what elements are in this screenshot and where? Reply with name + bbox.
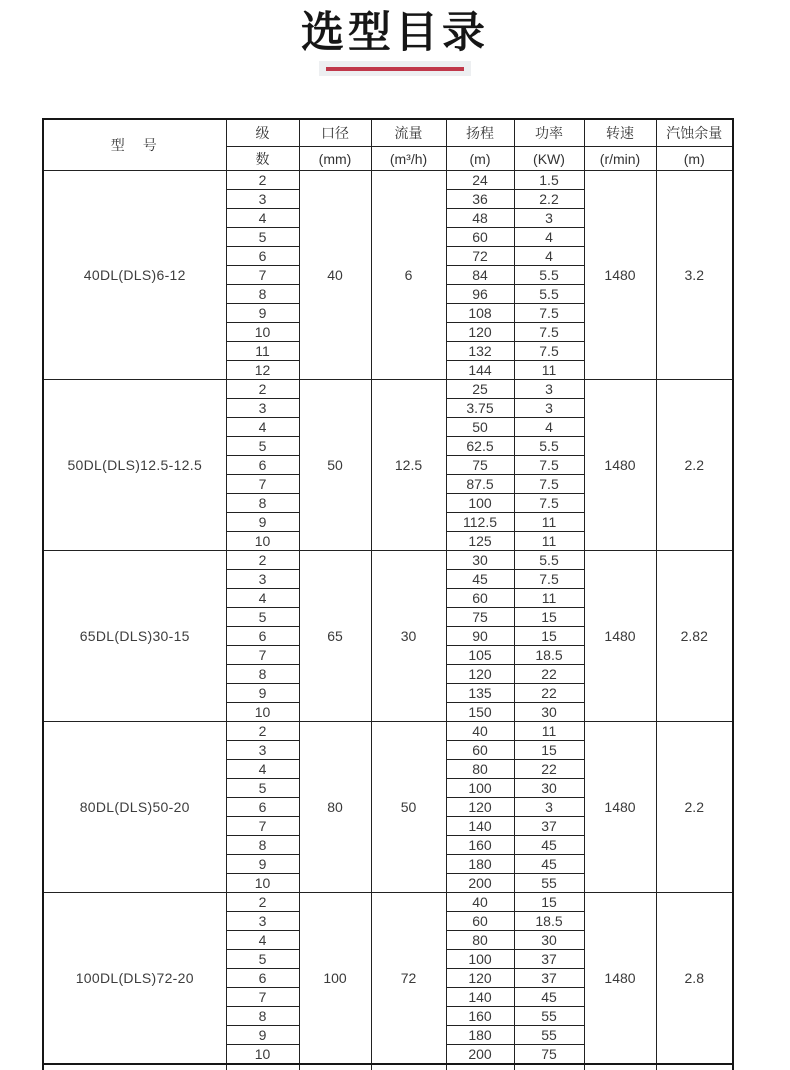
power-cell: 7.5 <box>514 475 584 494</box>
power-cell: 3 <box>514 209 584 228</box>
head-cell: 30 <box>446 551 514 570</box>
stage-cell <box>226 1064 299 1070</box>
speed-cell: 1480 <box>584 893 656 1065</box>
head-cell: 40 <box>446 893 514 912</box>
head-cell: 160 <box>446 836 514 855</box>
head-cell: 90 <box>446 627 514 646</box>
power-cell: 11 <box>514 361 584 380</box>
head-cell: 120 <box>446 969 514 988</box>
header-head-unit: (m) <box>446 147 514 171</box>
head-cell: 125 <box>446 532 514 551</box>
diameter-cell <box>299 1064 371 1070</box>
stage-cell: 3 <box>226 741 299 760</box>
head-cell: 132 <box>446 342 514 361</box>
stage-cell: 11 <box>226 342 299 361</box>
table-container <box>42 118 736 1070</box>
model-cell <box>43 1064 226 1070</box>
head-cell: 72 <box>446 247 514 266</box>
power-cell: 11 <box>514 722 584 741</box>
head-cell: 3.75 <box>446 399 514 418</box>
power-cell: 55 <box>514 874 584 893</box>
speed-cell: 1480 <box>584 171 656 380</box>
head-cell: 25 <box>446 380 514 399</box>
head-cell: 24 <box>446 171 514 190</box>
stage-cell: 9 <box>226 1026 299 1045</box>
power-cell: 22 <box>514 684 584 703</box>
flow-cell: 30 <box>371 551 446 722</box>
head-cell: 45 <box>446 570 514 589</box>
header-stages-top: 级 <box>226 119 299 147</box>
stage-cell: 7 <box>226 646 299 665</box>
head-cell: 120 <box>446 665 514 684</box>
head-cell: 112.5 <box>446 513 514 532</box>
head-cell: 180 <box>446 1026 514 1045</box>
header-stages-bottom: 数 <box>226 147 299 171</box>
head-cell: 200 <box>446 1045 514 1065</box>
stage-cell: 8 <box>226 494 299 513</box>
stage-cell: 4 <box>226 931 299 950</box>
flow-cell <box>371 1064 446 1070</box>
head-cell <box>446 1064 514 1070</box>
stage-cell: 4 <box>226 589 299 608</box>
stage-cell: 3 <box>226 190 299 209</box>
speed-cell: 1480 <box>584 722 656 893</box>
power-cell: 15 <box>514 608 584 627</box>
header-npsh: 汽蚀余量 <box>656 119 733 147</box>
stage-cell: 6 <box>226 247 299 266</box>
title-underline-band <box>319 61 471 76</box>
power-cell: 4 <box>514 247 584 266</box>
power-cell: 22 <box>514 760 584 779</box>
stage-cell: 5 <box>226 608 299 627</box>
flow-cell: 12.5 <box>371 380 446 551</box>
stage-cell: 7 <box>226 475 299 494</box>
head-cell: 160 <box>446 1007 514 1026</box>
stage-cell: 8 <box>226 1007 299 1026</box>
model-cell: 80DL(DLS)50-20 <box>43 722 226 893</box>
stage-cell: 10 <box>226 703 299 722</box>
npsh-cell: 2.2 <box>656 380 733 551</box>
header-npsh-unit: (m) <box>656 147 733 171</box>
stage-cell: 5 <box>226 437 299 456</box>
stage-cell: 5 <box>226 228 299 247</box>
head-cell: 180 <box>446 855 514 874</box>
power-cell: 22 <box>514 665 584 684</box>
head-cell: 150 <box>446 703 514 722</box>
stage-cell: 4 <box>226 760 299 779</box>
power-cell: 15 <box>514 741 584 760</box>
head-cell: 96 <box>446 285 514 304</box>
npsh-cell <box>656 1064 733 1070</box>
power-cell: 7.5 <box>514 342 584 361</box>
table-header <box>43 119 733 171</box>
table-row <box>43 551 733 570</box>
power-cell: 7.5 <box>514 323 584 342</box>
header-diameter-unit: (mm) <box>299 147 371 171</box>
stage-cell: 8 <box>226 665 299 684</box>
head-cell: 62.5 <box>446 437 514 456</box>
npsh-cell: 2.2 <box>656 722 733 893</box>
power-cell <box>514 1064 584 1070</box>
power-cell: 3 <box>514 798 584 817</box>
power-cell: 4 <box>514 418 584 437</box>
header-model: 型 号 <box>43 119 226 171</box>
stage-cell: 10 <box>226 532 299 551</box>
power-cell: 4 <box>514 228 584 247</box>
stage-cell: 2 <box>226 893 299 912</box>
stage-cell: 2 <box>226 722 299 741</box>
speed-cell <box>584 1064 656 1070</box>
head-cell: 80 <box>446 931 514 950</box>
stage-cell: 6 <box>226 627 299 646</box>
diameter-cell: 80 <box>299 722 371 893</box>
power-cell: 45 <box>514 855 584 874</box>
head-cell: 108 <box>446 304 514 323</box>
stage-cell: 10 <box>226 874 299 893</box>
power-cell: 75 <box>514 1045 584 1065</box>
table-row <box>43 722 733 741</box>
flow-cell: 50 <box>371 722 446 893</box>
stage-cell: 9 <box>226 513 299 532</box>
head-cell: 60 <box>446 589 514 608</box>
stage-cell: 2 <box>226 380 299 399</box>
diameter-cell: 50 <box>299 380 371 551</box>
head-cell: 100 <box>446 494 514 513</box>
diameter-cell: 100 <box>299 893 371 1065</box>
power-cell: 7.5 <box>514 304 584 323</box>
head-cell: 60 <box>446 912 514 931</box>
next-group-partial-row <box>43 1064 733 1070</box>
model-cell: 100DL(DLS)72-20 <box>43 893 226 1065</box>
header-row-top <box>43 119 733 147</box>
table-row <box>43 171 733 190</box>
speed-cell: 1480 <box>584 551 656 722</box>
head-cell: 80 <box>446 760 514 779</box>
stage-cell: 8 <box>226 836 299 855</box>
npsh-cell: 2.82 <box>656 551 733 722</box>
stage-cell: 3 <box>226 399 299 418</box>
power-cell: 30 <box>514 931 584 950</box>
page-header <box>0 0 790 76</box>
power-cell: 37 <box>514 950 584 969</box>
head-cell: 87.5 <box>446 475 514 494</box>
stage-cell: 9 <box>226 855 299 874</box>
power-cell: 7.5 <box>514 570 584 589</box>
head-cell: 50 <box>446 418 514 437</box>
npsh-cell: 3.2 <box>656 171 733 380</box>
stage-cell: 9 <box>226 304 299 323</box>
stage-cell: 7 <box>226 817 299 836</box>
pump-selection-table <box>42 118 734 1070</box>
header-speed-unit: (r/min) <box>584 147 656 171</box>
head-cell: 105 <box>446 646 514 665</box>
power-cell: 30 <box>514 779 584 798</box>
stage-cell: 12 <box>226 361 299 380</box>
stage-cell: 4 <box>226 209 299 228</box>
power-cell: 15 <box>514 627 584 646</box>
stage-cell: 6 <box>226 969 299 988</box>
page-title: 选型目录 <box>301 9 489 57</box>
head-cell: 60 <box>446 228 514 247</box>
flow-cell: 72 <box>371 893 446 1065</box>
header-power-unit: (KW) <box>514 147 584 171</box>
head-cell: 48 <box>446 209 514 228</box>
stage-cell: 7 <box>226 988 299 1007</box>
head-cell: 36 <box>446 190 514 209</box>
power-cell: 3 <box>514 399 584 418</box>
power-cell: 11 <box>514 589 584 608</box>
head-cell: 120 <box>446 798 514 817</box>
power-cell: 45 <box>514 836 584 855</box>
power-cell: 7.5 <box>514 494 584 513</box>
head-cell: 75 <box>446 456 514 475</box>
speed-cell: 1480 <box>584 380 656 551</box>
stage-cell: 2 <box>226 171 299 190</box>
stage-cell: 10 <box>226 1045 299 1065</box>
power-cell: 5.5 <box>514 266 584 285</box>
power-cell: 1.5 <box>514 171 584 190</box>
header-speed: 转速 <box>584 119 656 147</box>
power-cell: 2.2 <box>514 190 584 209</box>
header-diameter: 口径 <box>299 119 371 147</box>
stage-cell: 4 <box>226 418 299 437</box>
power-cell: 5.5 <box>514 285 584 304</box>
header-head: 扬程 <box>446 119 514 147</box>
power-cell: 37 <box>514 817 584 836</box>
head-cell: 140 <box>446 817 514 836</box>
stage-cell: 6 <box>226 798 299 817</box>
power-cell: 11 <box>514 513 584 532</box>
head-cell: 84 <box>446 266 514 285</box>
title-underline <box>326 67 464 71</box>
head-cell: 100 <box>446 950 514 969</box>
model-cell: 65DL(DLS)30-15 <box>43 551 226 722</box>
power-cell: 18.5 <box>514 912 584 931</box>
stage-cell: 10 <box>226 323 299 342</box>
power-cell: 15 <box>514 893 584 912</box>
head-cell: 200 <box>446 874 514 893</box>
power-cell: 55 <box>514 1007 584 1026</box>
diameter-cell: 40 <box>299 171 371 380</box>
power-cell: 45 <box>514 988 584 1007</box>
stage-cell: 7 <box>226 266 299 285</box>
head-cell: 40 <box>446 722 514 741</box>
head-cell: 100 <box>446 779 514 798</box>
flow-cell: 6 <box>371 171 446 380</box>
stage-cell: 5 <box>226 779 299 798</box>
model-cell: 50DL(DLS)12.5-12.5 <box>43 380 226 551</box>
stage-cell: 3 <box>226 912 299 931</box>
table-row <box>43 380 733 399</box>
table-row <box>43 893 733 912</box>
head-cell: 144 <box>446 361 514 380</box>
head-cell: 120 <box>446 323 514 342</box>
head-cell: 135 <box>446 684 514 703</box>
power-cell: 37 <box>514 969 584 988</box>
stage-cell: 5 <box>226 950 299 969</box>
power-cell: 3 <box>514 380 584 399</box>
header-power: 功率 <box>514 119 584 147</box>
diameter-cell: 65 <box>299 551 371 722</box>
npsh-cell: 2.8 <box>656 893 733 1065</box>
head-cell: 140 <box>446 988 514 1007</box>
stage-cell: 8 <box>226 285 299 304</box>
power-cell: 5.5 <box>514 437 584 456</box>
power-cell: 18.5 <box>514 646 584 665</box>
stage-cell: 9 <box>226 684 299 703</box>
stage-cell: 6 <box>226 456 299 475</box>
header-flow: 流量 <box>371 119 446 147</box>
head-cell: 75 <box>446 608 514 627</box>
power-cell: 11 <box>514 532 584 551</box>
model-cell: 40DL(DLS)6-12 <box>43 171 226 380</box>
head-cell: 60 <box>446 741 514 760</box>
stage-cell: 2 <box>226 551 299 570</box>
stage-cell: 3 <box>226 570 299 589</box>
power-cell: 7.5 <box>514 456 584 475</box>
header-flow-unit: (m³/h) <box>371 147 446 171</box>
power-cell: 30 <box>514 703 584 722</box>
table-body <box>43 171 733 1070</box>
power-cell: 5.5 <box>514 551 584 570</box>
power-cell: 55 <box>514 1026 584 1045</box>
